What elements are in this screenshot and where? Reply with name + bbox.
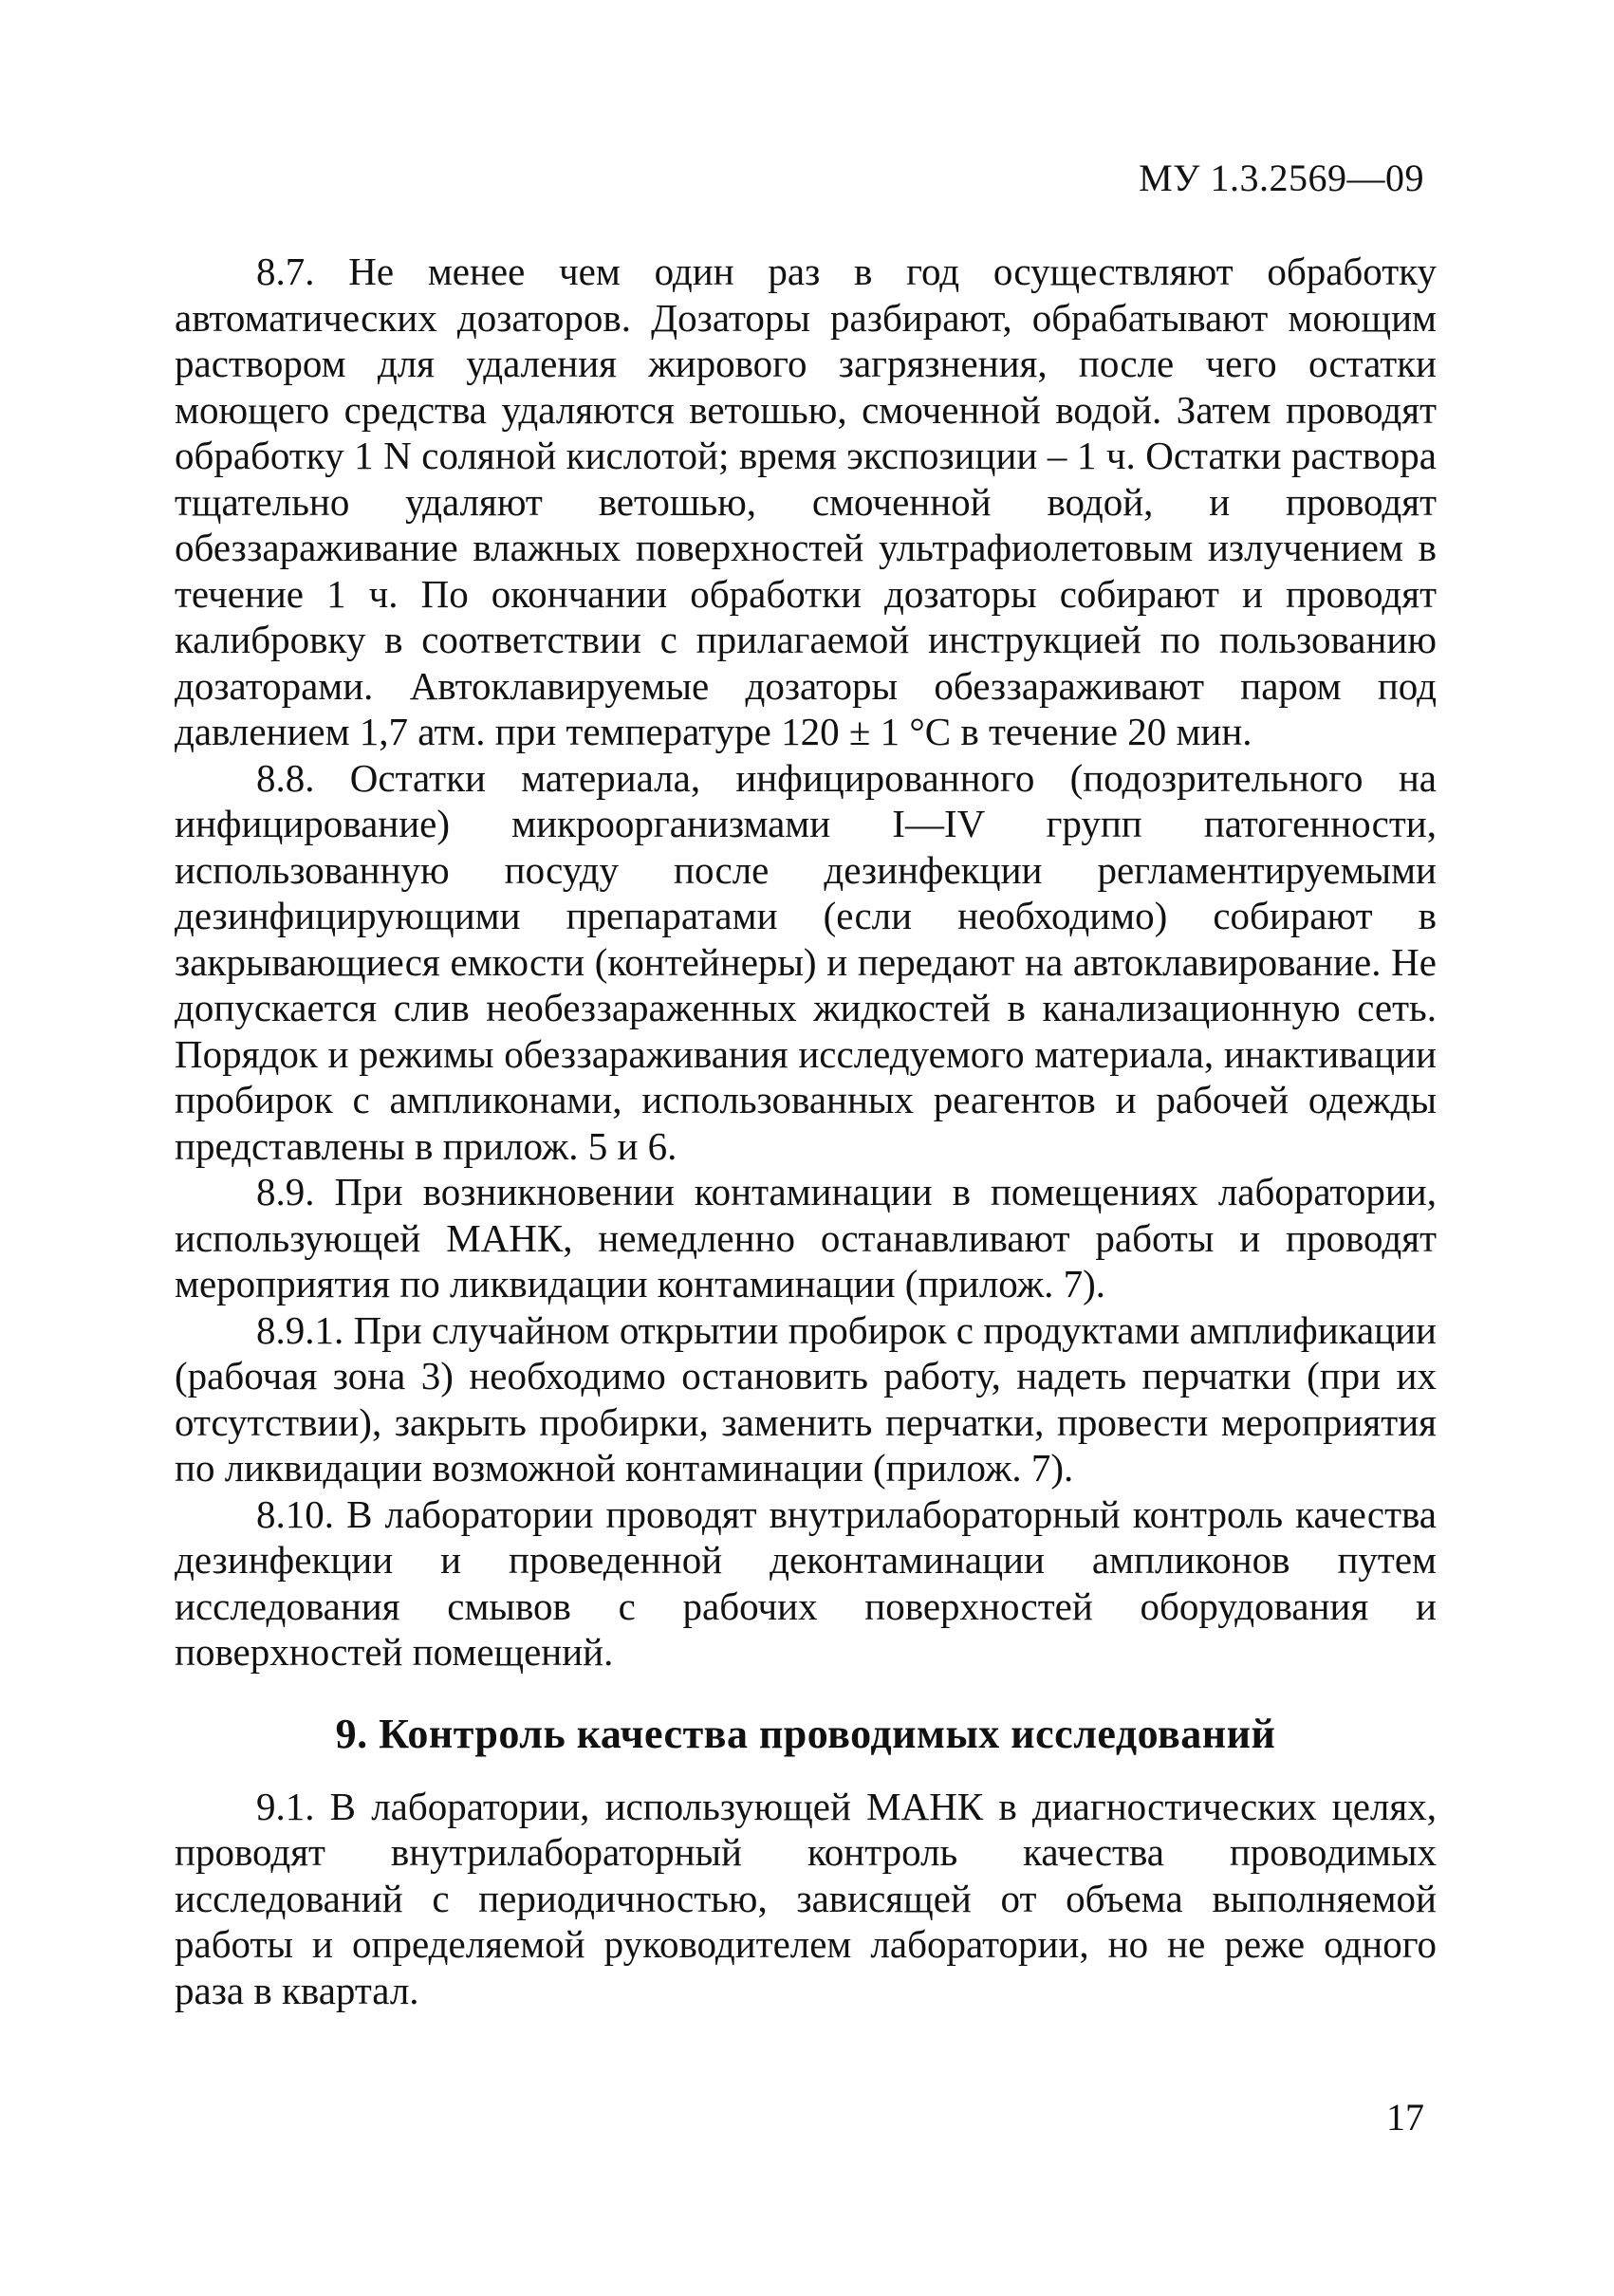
paragraph-8-8: 8.8. Остатки материала, инфицированного (подозрительного на инфицирование) микроорганизмами I—IV групп патогенности, использованную посуду после дезинфекции регламентируемыми дезинфицирующими препаратами (если необходимо) собирают в закрывающиеся емкости (контейнеры) и передают на автоклавирование. Не допускается слив необеззараженных жидкостей в канализационную сеть. Порядок и режимы обеззараживания исследуемого материала, инактивации пробирок с ампликонами, использованных реагентов и рабочей одежды представлены в прилож. 5 и 6. bbox=[175, 755, 1437, 1168]
paragraph-8-9-1: 8.9.1. При случайном открытии пробирок с продуктами амплификации (рабочая зона 3) необходимо остановить работу, надеть перчатки (при их отсутствии), закрыть пробирки, заменить перчатки, провести мероприятия по ликвидации возможной контаминации (прилож. 7). bbox=[175, 1307, 1437, 1490]
paragraph-8-10: 8.10. В лаборатории проводят внутрилабораторный контроль качества дезинфекции и проведенной деконтаминации ампликонов путем исследования смывов с рабочих поверхностей оборудования и поверхностей помещений. bbox=[175, 1491, 1437, 1674]
page-number: 17 bbox=[1386, 2096, 1424, 2139]
document-code: МУ 1.3.2569—09 bbox=[1139, 157, 1424, 199]
section-9-heading: 9. Контроль качества проводимых исследований bbox=[335, 1710, 1276, 1757]
paragraph-8-9: 8.9. При возникновении контаминации в помещениях лаборатории, использующей МАНК, немедленно останавливают работы и проводят мероприятия по ликвидации контаминации (прилож. 7). bbox=[175, 1170, 1437, 1305]
paragraph-9-1: 9.1. В лаборатории, использующей МАНК в диагностических целях, проводят внутрилабораторный контроль качества проводимых исследований с периодичностью, зависящей от объема выполняемой работы и определяемой руководителем лаборатории, но не реже одного раза в квартал. bbox=[175, 1784, 1437, 2012]
paragraph-8-7: 8.7. Не менее чем один раз в год осуществляют обработку автоматических дозаторов. Дозаторы разбирают, обрабатывают моющим раствором для удаления жирового загрязнения, после чего остатки моющего средства удаляются ветошью, смоченной водой. Затем проводят обработку 1 N соляной кислотой; время экспозиции – 1 ч. Остатки раствора тщательно удаляют ветошью, смоченной водой, и проводят обеззараживание влажных поверхностей ультрафиолетовым излучением в течение 1 ч. По окончании обработки дозаторы собирают и проводят калибровку в соответствии с прилагаемой инструкцией по пользованию дозаторами. Автоклавируемые дозаторы обеззараживают паром под давлением 1,7 атм. при температуре 120 ± 1 °С в течение 20 мин. bbox=[175, 250, 1437, 753]
document-body bbox=[175, 249, 1437, 2013]
